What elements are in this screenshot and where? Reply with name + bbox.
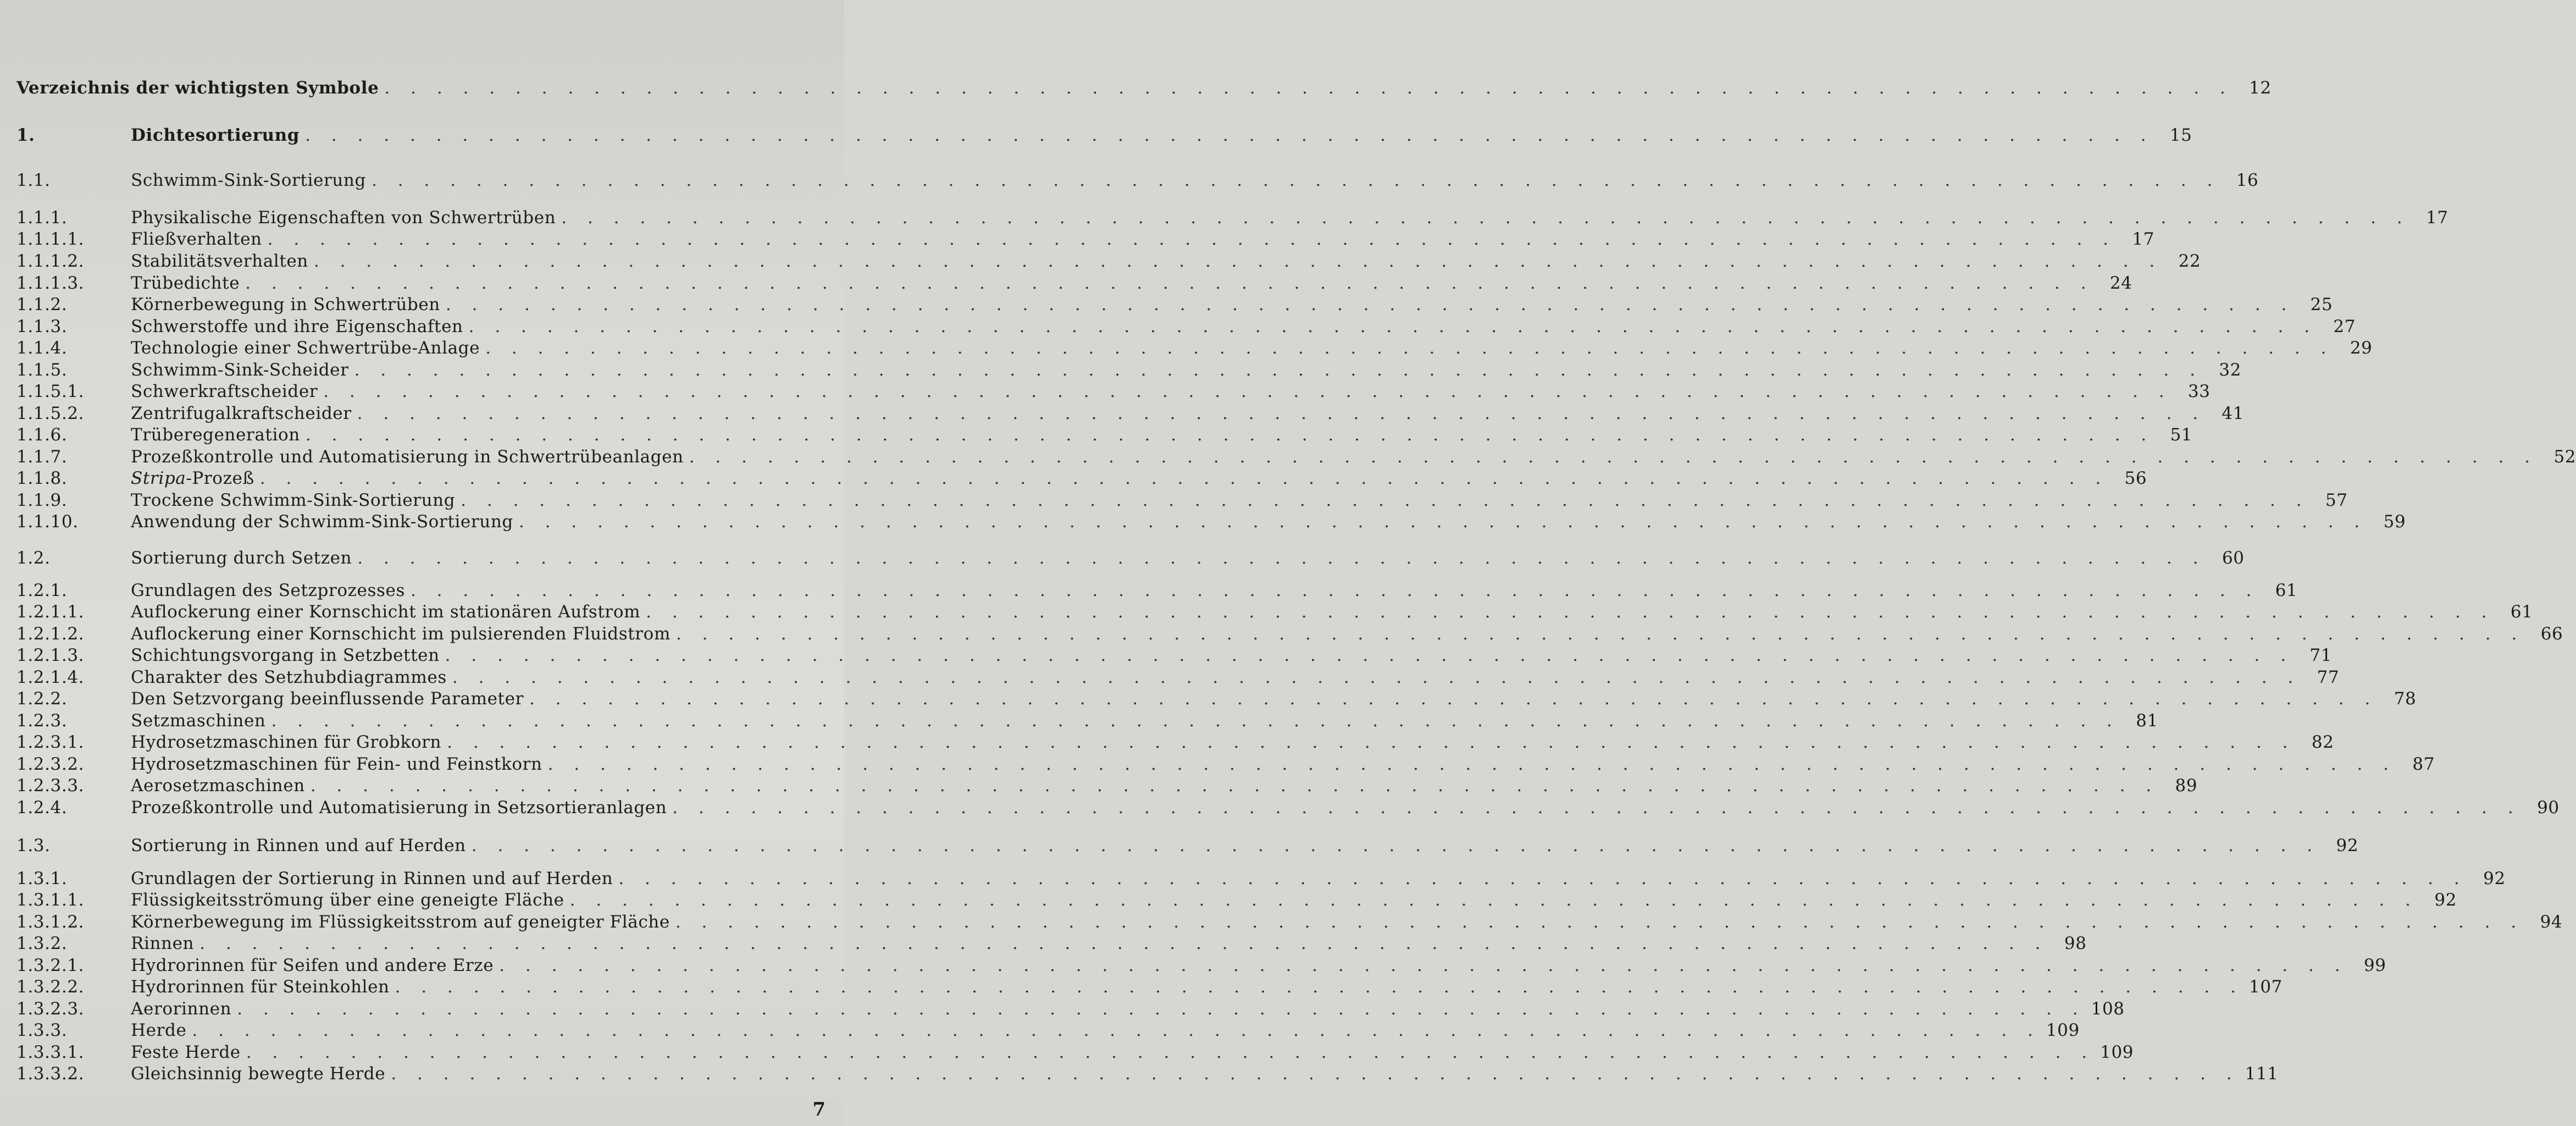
toc-entry <box>16 1064 2279 1086</box>
toc-entry-number: 1.3.3.1. <box>16 1042 85 1062</box>
toc-entry-number: 1.3.1.1. <box>16 890 85 910</box>
toc-entry <box>16 512 2406 534</box>
toc-entry-number: 1.1.9. <box>16 490 68 510</box>
toc-entry <box>16 754 2435 776</box>
toc-entry-number: 1.2.1.1. <box>16 602 85 622</box>
dot-leader: . . . . . . . . . . . . . . . . . . . . . . . . . . . . . . . . . . . . . . . . . . . . . . . . . . . . . . . . . . . . . . . . . . . . . . . <box>391 1064 2240 1084</box>
toc-entry-page: 52 <box>2553 447 2576 467</box>
toc-entry-title: Feste Herde <box>131 1042 241 1062</box>
toc-entry-page: 109 <box>2046 1020 2080 1040</box>
toc-entry-title <box>131 468 254 488</box>
toc-entry-title: Prozeßkontrolle und Automatisierung in Schwertrübeanlagen <box>131 447 684 467</box>
toc-entry-page: 15 <box>2169 125 2192 145</box>
toc-entry <box>16 1020 2080 1042</box>
toc-entry <box>16 251 2201 273</box>
dot-leader: . . . . . . . . . . . . . . . . . . . . . . . . . . . . . . . . . . . . . . . . . . . . . . . . . . . . . . . . . . . . . . . . . . . . . . . <box>445 295 2295 314</box>
dot-leader: . . . . . . . . . . . . . . . . . . . . . . . . . . . . . . . . . . . . . . . . . . . . . . . . . . . . . . . . . . . . . . . . . . . . . . . <box>547 754 2397 774</box>
toc-entry-title: Sortierung durch Setzen <box>131 548 352 568</box>
toc-entry-page: 24 <box>2109 273 2132 293</box>
toc-entry-title: Setzmaschinen <box>131 711 266 731</box>
dot-leader: . . . . . . . . . . . . . . . . . . . . . . . . . . . . . . . . . . . . . . . . . . . . . . . . . . . . . . . . . . . . . . . . . . . . . . . <box>245 273 2094 293</box>
dot-leader: . . . . . . . . . . . . . . . . . . . . . . . . . . . . . . . . . . . . . . . . . . . . . . . . . . . . . . . . . . . . . . . . . . . . . . . <box>371 170 2220 190</box>
dot-leader: . . . . . . . . . . . . . . . . . . . . . . . . . . . . . . . . . . . . . . . . . . . . . . . . . . . . . . . . . . . . . . . . . . . . . . . <box>461 490 2309 510</box>
dot-leader: . . . . . . . . . . . . . . . . . . . . . . . . . . . . . . . . . . . . . . . . . . . . . . . . . . . . . . . . . . . . . . . . . . . . . . . <box>518 512 2368 532</box>
toc-entry-title: Grundlagen des Setzprozesses <box>131 581 405 600</box>
dot-leader: . . . . . . . . . . . . . . . . . . . . . . . . . . . . . . . . . . . . . . . . . . . . . . . . . . . . . . . . . . . . . . . . . . . . . . . <box>675 912 2524 932</box>
toc-entry-number: 1.1. <box>16 170 51 190</box>
toc-entry-number: 1.1.3. <box>16 317 68 336</box>
toc-entry-page: 57 <box>2325 490 2348 510</box>
toc-entry-title-italic: Stripa <box>131 468 186 488</box>
toc-entry-number: 1.2.3.2. <box>16 754 85 774</box>
toc-entry-page: 66 <box>2540 624 2563 644</box>
dot-leader: . . . . . . . . . . . . . . . . . . . . . . . . . . . . . . . . . . . . . . . . . . . . . . . . . . . . . . . . . . . . . . . . . . . . . . . <box>447 732 2296 752</box>
toc-entry-title: Trübedichte <box>131 273 240 293</box>
dot-leader: . . . . . . . . . . . . . . . . . . . . . . . . . . . . . . . . . . . . . . . . . . . . . . . . . . . . . . . . . . . . . . . . . . . . . . . <box>452 667 2301 687</box>
dot-leader: . . . . . . . . . . . . . . . . . . . . . . . . . . . . . . . . . . . . . . . . . . . . . . . . . . . . . . . . . . . . . . . . . . . . . . . <box>689 447 2538 467</box>
toc-entry-page: 92 <box>2434 890 2457 910</box>
toc-entry-page: 81 <box>2136 711 2158 731</box>
dot-leader: . . . . . . . . . . . . . . . . . . . . . . . . . . . . . . . . . . . . . . . . . . . . . . . . . . . . . . . . . . . . . . . . . . . . . . . <box>305 125 2154 145</box>
toc-entry <box>16 1042 2134 1064</box>
toc-entry-number: 1.1.5.2. <box>16 404 85 423</box>
toc-entry-title: Schwerkraftscheider <box>131 382 318 401</box>
toc-entry-page: 94 <box>2540 912 2563 932</box>
toc-entry-number: 1.1.4. <box>16 338 68 358</box>
toc-entry-page: 87 <box>2412 754 2435 774</box>
toc-entry-number: 1.3.1.2. <box>16 912 85 932</box>
toc-entry-number: 1.1.10. <box>16 512 79 532</box>
toc-entry <box>16 645 2333 667</box>
toc-entry-page: 92 <box>2483 869 2506 888</box>
toc-entry-number: 1.2.3.1. <box>16 732 85 752</box>
toc-entry-page: 17 <box>2426 208 2448 228</box>
toc-entry-title: Physikalische Eigenschaften von Schwertrüben <box>131 208 556 228</box>
toc-entry-page: 27 <box>2333 317 2356 336</box>
dot-leader: . . . . . . . . . . . . . . . . . . . . . . . . . . . . . . . . . . . . . . . . . . . . . . . . . . . . . . . . . . . . . . . . . . . . . . . <box>569 890 2419 910</box>
dot-leader: . . . . . . . . . . . . . . . . . . . . . . . . . . . . . . . . . . . . . . . . . . . . . . . . . . . . . . . . . . . . . . . . . . . . . . . <box>200 934 2048 953</box>
toc-entry-number: 1.2.3.3. <box>16 776 85 796</box>
toc-entry <box>16 360 2241 382</box>
toc-entry <box>16 776 2198 798</box>
toc-entry-number: 1.2.1.4. <box>16 667 85 687</box>
toc-entry-number: 1.2.1.3. <box>16 645 85 665</box>
toc-entry-number: 1.3.2. <box>16 934 68 953</box>
toc-entry-number: 1.3.1. <box>16 869 68 888</box>
toc-entry-page: 33 <box>2187 382 2211 401</box>
dot-leader: . . . . . . . . . . . . . . . . . . . . . . . . . . . . . . . . . . . . . . . . . . . . . . . . . . . . . . . . . . . . . . . . . . . . . . . <box>310 776 2159 796</box>
dot-leader: . . . . . . . . . . . . . . . . . . . . . . . . . . . . . . . . . . . . . . . . . . . . . . . . . . . . . . . . . . . . . . . . . . . . . . . <box>384 78 2233 98</box>
toc-entry <box>16 836 2359 858</box>
toc-entry <box>16 170 2259 192</box>
toc-entry-page: 32 <box>2219 360 2241 380</box>
toc-entry-number: 1.2. <box>16 548 51 568</box>
toc-entry-number: 1.1.1.1. <box>16 229 85 249</box>
toc-entry-number: 1.2.4. <box>16 798 68 818</box>
toc-entry-page: 71 <box>2309 645 2333 665</box>
toc-entry <box>16 956 2386 978</box>
toc-entry-number: 1.1.1.2. <box>16 251 85 271</box>
toc-entry <box>16 869 2506 891</box>
toc-entry-title: Trüberegeneration <box>131 425 300 445</box>
toc-entry <box>16 602 2533 624</box>
toc-entry <box>16 798 2560 820</box>
dot-leader: . . . . . . . . . . . . . . . . . . . . . . . . . . . . . . . . . . . . . . . . . . . . . . . . . . . . . . . . . . . . . . . . . . . . . . . <box>471 836 2320 855</box>
toc-entry-title: Hydrosetzmaschinen für Grobkorn <box>131 732 442 752</box>
dot-leader: . . . . . . . . . . . . . . . . . . . . . . . . . . . . . . . . . . . . . . . . . . . . . . . . . . . . . . . . . . . . . . . . . . . . . . . <box>357 404 2206 423</box>
toc-entry-title: Auflockerung einer Kornschicht im pulsierenden Fluidstrom <box>131 624 671 644</box>
toc-entry-number: 1.1.1.3. <box>16 273 85 293</box>
toc-entry-title: Aerorinnen <box>131 999 232 1019</box>
toc-entry <box>16 490 2348 512</box>
toc-entry-page: 99 <box>2363 956 2386 975</box>
toc-entry-number: 1.1.7. <box>16 447 68 467</box>
toc-entry-page: 90 <box>2537 798 2560 818</box>
toc-entry-number: 1.2.1. <box>16 581 68 600</box>
toc-entry-page: 56 <box>2124 468 2147 488</box>
toc-entry-title: Fließverhalten <box>131 229 262 249</box>
toc-entry-page: 109 <box>2100 1042 2134 1062</box>
toc-entry-page: 41 <box>2222 404 2245 423</box>
toc-entry-page: 98 <box>2064 934 2087 953</box>
toc-entry-number: 1.3.2.2. <box>16 977 85 997</box>
page-number: 7 <box>812 1099 826 1121</box>
dot-leader: . . . . . . . . . . . . . . . . . . . . . . . . . . . . . . . . . . . . . . . . . . . . . . . . . . . . . . . . . . . . . . . . . . . . . . . <box>246 1042 2095 1062</box>
dot-leader: . . . . . . . . . . . . . . . . . . . . . . . . . . . . . . . . . . . . . . . . . . . . . . . . . . . . . . . . . . . . . . . . . . . . . . . <box>305 425 2154 445</box>
toc-entry <box>16 78 2272 100</box>
toc-entry <box>16 208 2448 230</box>
toc-entry-number: 1.1.6. <box>16 425 68 445</box>
toc-entry-number: 1.1.1. <box>16 208 68 228</box>
toc-entry <box>16 468 2147 490</box>
toc-entry-title: Körnerbewegung in Schwertrüben <box>131 295 440 314</box>
toc-entry-page: 78 <box>2394 689 2417 709</box>
toc-entry <box>16 667 2340 689</box>
toc-entry-page: 111 <box>2245 1064 2279 1084</box>
toc-entry-page: 17 <box>2132 229 2155 249</box>
toc-entry-title: Herde <box>131 1020 187 1040</box>
toc-entry-title: Auflockerung einer Kornschicht im stationären Aufstrom <box>131 602 641 622</box>
toc-entry-title: Schwerstoffe und ihre Eigenschaften <box>131 317 463 336</box>
toc-entry <box>16 711 2158 733</box>
toc-entry <box>16 338 2373 360</box>
toc-entry-title: Stabilitätsverhalten <box>131 251 308 271</box>
dot-leader: . . . . . . . . . . . . . . . . . . . . . . . . . . . . . . . . . . . . . . . . . . . . . . . . . . . . . . . . . . . . . . . . . . . . . . . <box>395 977 2243 997</box>
dot-leader: . . . . . . . . . . . . . . . . . . . . . . . . . . . . . . . . . . . . . . . . . . . . . . . . . . . . . . . . . . . . . . . . . . . . . . . <box>323 382 2172 401</box>
toc-entry-title: Hydrorinnen für Seifen und andere Erze <box>131 956 494 975</box>
toc-entry-title: Verzeichnis der wichtigsten Symbole <box>16 78 379 98</box>
toc-entry-page: 77 <box>2317 667 2340 687</box>
toc-entry-title: Schichtungsvorgang in Setzbetten <box>131 645 440 665</box>
toc-entry-number: 1.3.2.1. <box>16 956 85 975</box>
dot-leader: . . . . . . . . . . . . . . . . . . . . . . . . . . . . . . . . . . . . . . . . . . . . . . . . . . . . . . . . . . . . . . . . . . . . . . . <box>354 360 2203 380</box>
toc-entry-page: 107 <box>2249 977 2283 997</box>
toc-entry <box>16 295 2333 317</box>
toc-entry-number: 1.1.8. <box>16 468 68 488</box>
toc-entry <box>16 317 2356 339</box>
toc-entry-title: Trockene Schwimm-Sink-Sortierung <box>131 490 456 510</box>
dot-leader: . . . . . . . . . . . . . . . . . . . . . . . . . . . . . . . . . . . . . . . . . . . . . . . . . . . . . . . . . . . . . . . . . . . . . . . <box>410 581 2259 600</box>
toc-entry-title: Sortierung in Rinnen und auf Herden <box>131 836 466 855</box>
toc-entry-title-rest: -Prozeß <box>186 468 254 488</box>
toc-entry <box>16 999 2125 1021</box>
dot-leader: . . . . . . . . . . . . . . . . . . . . . . . . . . . . . . . . . . . . . . . . . . . . . . . . . . . . . . . . . . . . . . . . . . . . . . . <box>529 689 2378 709</box>
toc-entry-title: Technologie einer Schwertrübe-Anlage <box>131 338 480 358</box>
toc-entry-title: Den Setzvorgang beeinflussende Parameter <box>131 689 524 709</box>
toc-entry-title: Dichtesortierung <box>131 125 300 145</box>
toc-entry-title: Aerosetzmaschinen <box>131 776 305 796</box>
toc-entry-page: 51 <box>2170 425 2193 445</box>
toc-entry-title: Hydrosetzmaschinen für Fein- und Feinstkorn <box>131 754 542 774</box>
toc-entry-number: 1.3.3. <box>16 1020 68 1040</box>
toc-entry-title: Prozeßkontrolle und Automatisierung in Setzsortieranlagen <box>131 798 667 818</box>
toc-entry-title: Grundlagen der Sortierung in Rinnen und auf Herden <box>131 869 613 888</box>
toc-entry-title: Charakter des Setzhubdiagrammes <box>131 667 447 687</box>
toc-entry-page: 25 <box>2310 295 2333 314</box>
toc-entry <box>16 732 2334 754</box>
toc-entry-page: 16 <box>2236 170 2259 190</box>
toc-entry-number: 1.3.2.3. <box>16 999 85 1019</box>
dot-leader: . . . . . . . . . . . . . . . . . . . . . . . . . . . . . . . . . . . . . . . . . . . . . . . . . . . . . . . . . . . . . . . . . . . . . . . <box>618 869 2467 888</box>
toc-entry <box>16 447 2576 469</box>
toc-entry-number: 1.1.2. <box>16 295 68 314</box>
toc-entry-title: Gleichsinnig bewegte Herde <box>131 1064 386 1084</box>
toc-entry-title: Körnerbewegung im Flüssigkeitsstrom auf geneigter Fläche <box>131 912 670 932</box>
toc-entry-title: Zentrifugalkraftscheider <box>131 404 352 423</box>
dot-leader: . . . . . . . . . . . . . . . . . . . . . . . . . . . . . . . . . . . . . . . . . . . . . . . . . . . . . . . . . . . . . . . . . . . . . . . <box>271 711 2120 731</box>
toc-entry <box>16 273 2132 295</box>
dot-leader: . . . . . . . . . . . . . . . . . . . . . . . . . . . . . . . . . . . . . . . . . . . . . . . . . . . . . . . . . . . . . . . . . . . . . . . <box>313 251 2163 271</box>
toc-entry-page: 82 <box>2311 732 2334 752</box>
toc-entry <box>16 977 2283 999</box>
toc-entry-page: 61 <box>2275 581 2298 600</box>
toc-entry <box>16 125 2192 147</box>
toc-entry-page: 60 <box>2222 548 2245 568</box>
toc-entry-number: 1.2.1.2. <box>16 624 85 644</box>
toc-entry-title: Hydrorinnen für Steinkohlen <box>131 977 390 997</box>
toc-entry-page: 12 <box>2249 78 2272 98</box>
toc-entry-title: Schwimm-Sink-Scheider <box>131 360 349 380</box>
toc-entry-page: 29 <box>2350 338 2373 358</box>
dot-leader: . . . . . . . . . . . . . . . . . . . . . . . . . . . . . . . . . . . . . . . . . . . . . . . . . . . . . . . . . . . . . . . . . . . . . . . <box>192 1020 2041 1040</box>
toc-entry <box>16 548 2245 570</box>
toc-entry <box>16 229 2155 251</box>
toc-entry-title: Flüssigkeitsströmung über eine geneigte Fläche <box>131 890 564 910</box>
toc-entry-page: 59 <box>2383 512 2406 532</box>
toc-entry <box>16 890 2457 912</box>
toc-entry-title: Schwimm-Sink-Sortierung <box>131 170 366 190</box>
toc-entry <box>16 624 2563 646</box>
toc-entry-page: 108 <box>2091 999 2125 1019</box>
toc-entry-number: 1.2.3. <box>16 711 68 731</box>
dot-leader: . . . . . . . . . . . . . . . . . . . . . . . . . . . . . . . . . . . . . . . . . . . . . . . . . . . . . . . . . . . . . . . . . . . . . . . <box>672 798 2521 818</box>
toc-entry <box>16 425 2193 447</box>
dot-leader: . . . . . . . . . . . . . . . . . . . . . . . . . . . . . . . . . . . . . . . . . . . . . . . . . . . . . . . . . . . . . . . . . . . . . . . <box>675 624 2525 644</box>
dot-leader: . . . . . . . . . . . . . . . . . . . . . . . . . . . . . . . . . . . . . . . . . . . . . . . . . . . . . . . . . . . . . . . . . . . . . . . <box>259 468 2109 488</box>
dot-leader: . . . . . . . . . . . . . . . . . . . . . . . . . . . . . . . . . . . . . . . . . . . . . . . . . . . . . . . . . . . . . . . . . . . . . . . <box>445 645 2294 665</box>
toc-entry <box>16 581 2298 603</box>
toc-entry-number: 1.3. <box>16 836 51 855</box>
toc-entry-number: 1. <box>16 125 35 145</box>
toc-entry <box>16 912 2563 934</box>
toc-entry <box>16 689 2417 711</box>
toc-entry-title: Anwendung der Schwimm-Sink-Sortierung <box>131 512 513 532</box>
dot-leader: . . . . . . . . . . . . . . . . . . . . . . . . . . . . . . . . . . . . . . . . . . . . . . . . . . . . . . . . . . . . . . . . . . . . . . . <box>646 602 2495 622</box>
dot-leader: . . . . . . . . . . . . . . . . . . . . . . . . . . . . . . . . . . . . . . . . . . . . . . . . . . . . . . . . . . . . . . . . . . . . . . . <box>237 999 2086 1019</box>
toc-entry-number: 1.1.5.1. <box>16 382 85 401</box>
dot-leader: . . . . . . . . . . . . . . . . . . . . . . . . . . . . . . . . . . . . . . . . . . . . . . . . . . . . . . . . . . . . . . . . . . . . . . . <box>561 208 2410 228</box>
dot-leader: . . . . . . . . . . . . . . . . . . . . . . . . . . . . . . . . . . . . . . . . . . . . . . . . . . . . . . . . . . . . . . . . . . . . . . . <box>267 229 2117 249</box>
toc-entry <box>16 934 2087 956</box>
dot-leader: . . . . . . . . . . . . . . . . . . . . . . . . . . . . . . . . . . . . . . . . . . . . . . . . . . . . . . . . . . . . . . . . . . . . . . . <box>357 548 2206 568</box>
dot-leader: . . . . . . . . . . . . . . . . . . . . . . . . . . . . . . . . . . . . . . . . . . . . . . . . . . . . . . . . . . . . . . . . . . . . . . . <box>499 956 2348 975</box>
toc-entry-title: Rinnen <box>131 934 195 953</box>
toc-entry-page: 89 <box>2175 776 2198 796</box>
dot-leader: . . . . . . . . . . . . . . . . . . . . . . . . . . . . . . . . . . . . . . . . . . . . . . . . . . . . . . . . . . . . . . . . . . . . . . . <box>485 338 2334 358</box>
toc-entry-number: 1.2.2. <box>16 689 68 709</box>
dot-leader: . . . . . . . . . . . . . . . . . . . . . . . . . . . . . . . . . . . . . . . . . . . . . . . . . . . . . . . . . . . . . . . . . . . . . . . <box>468 317 2318 336</box>
toc-entry-page: 61 <box>2510 602 2533 622</box>
toc-entry <box>16 382 2211 404</box>
toc-entry-number: 1.1.5. <box>16 360 68 380</box>
toc-entry-number: 1.3.3.2. <box>16 1064 85 1084</box>
toc-entry-page: 92 <box>2336 836 2359 855</box>
toc-entry <box>16 404 2245 426</box>
toc-entry-page: 22 <box>2178 251 2201 271</box>
